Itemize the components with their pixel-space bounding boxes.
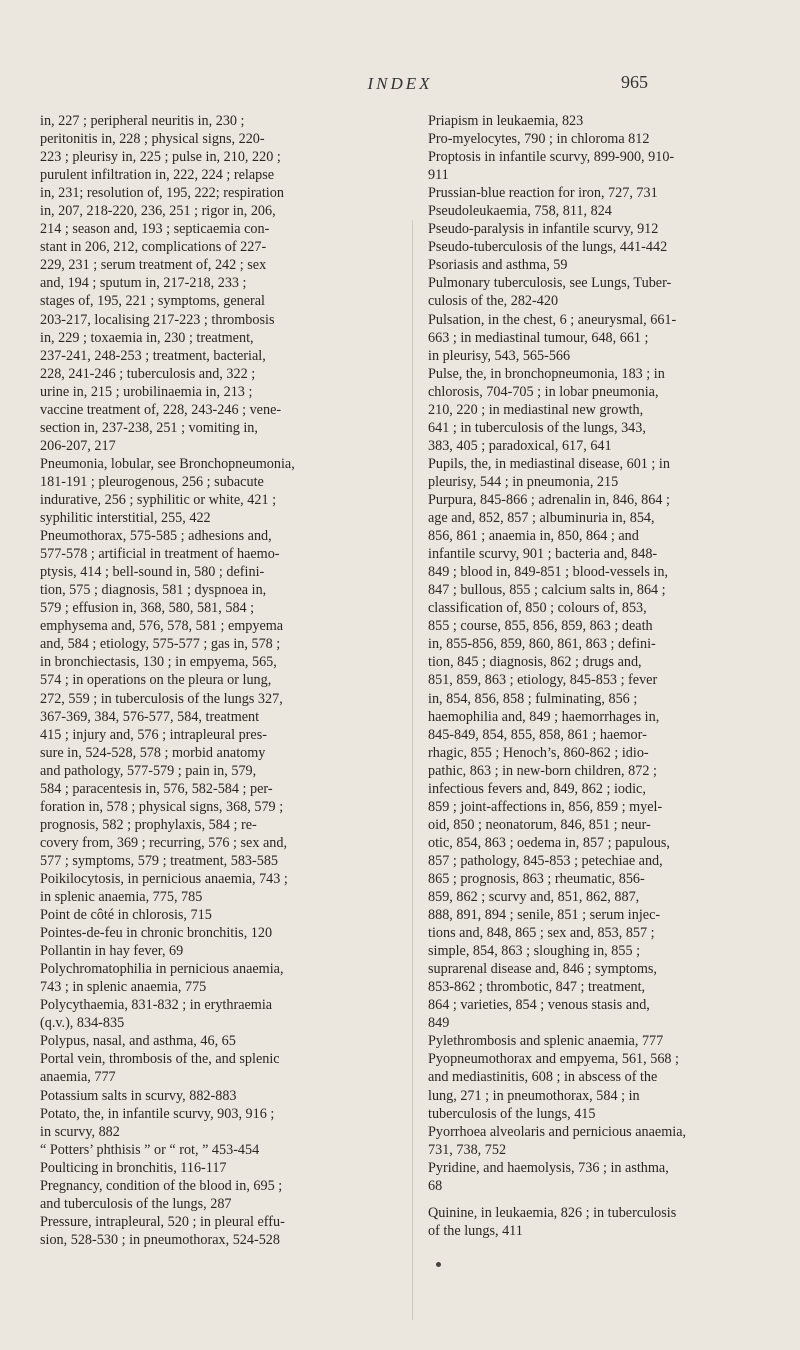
running-title: INDEX <box>367 74 433 93</box>
index-entry-line: 888, 891, 894 ; senile, 851 ; serum injec- <box>428 907 661 924</box>
index-entry-line: 731, 738, 752 <box>428 1141 507 1158</box>
index-entry <box>428 130 728 148</box>
index-entry <box>40 906 340 924</box>
index-entry-line: 859 ; joint-affections in, 856, 859 ; myel- <box>428 798 663 815</box>
index-entry-line: rhagic, 855 ; Henoch’s, 860-862 ; idio- <box>428 744 649 761</box>
index-entry-line: “ Potters’ phthisis ” or “ rot, ” 453-454 <box>40 1141 260 1158</box>
index-entry-line: infantile scurvy, 901 ; bacteria and, 848- <box>428 546 658 563</box>
index-entry-line: 237-241, 248-253 ; treatment, bacterial, <box>40 347 266 364</box>
index-entry <box>428 1050 728 1122</box>
index-entry-line: and, 584 ; etiology, 575-577 ; gas in, 578 ; <box>40 636 281 653</box>
index-entry <box>428 1123 728 1159</box>
index-entry-line: oid, 850 ; neonatorum, 846, 851 ; neur- <box>428 816 651 833</box>
index-entry-line: 229, 231 ; serum treatment of, 242 ; sex <box>40 257 267 274</box>
index-entry-line: ptysis, 414 ; bell-sound in, 580 ; defini- <box>40 564 265 581</box>
index-entry-line: tions and, 848, 865 ; sex and, 853, 857 ; <box>428 925 655 942</box>
index-entry-line: 865 ; prognosis, 863 ; rheumatic, 856- <box>428 870 645 887</box>
index-entry-line: 383, 405 ; paradoxical, 617, 641 <box>428 437 612 454</box>
index-entry-line: in splenic anaemia, 775, 785 <box>40 889 203 906</box>
index-entry-line: indurative, 256 ; syphilitic or white, 421 ; <box>40 491 277 508</box>
index-entry-line: and, 194 ; sputum in, 217-218, 233 ; <box>40 275 247 292</box>
index-entry-line: 856, 861 ; anaemia in, 850, 864 ; and <box>428 528 639 545</box>
index-entry-line: and mediastinitis, 608 ; in abscess of the <box>428 1069 658 1086</box>
index-entry <box>428 1159 728 1195</box>
index-entry-line: suprarenal disease and, 846 ; symptoms, <box>428 961 657 978</box>
index-entry-line: and pathology, 577-579 ; pain in, 579, <box>40 762 257 779</box>
index-entry <box>40 1213 340 1249</box>
index-entry-line: 849 <box>428 1015 450 1032</box>
index-entry-line: syphilitic interstitial, 255, 422 <box>40 510 211 527</box>
index-entry <box>428 256 728 274</box>
index-entry <box>428 274 728 310</box>
index-entry-line: sure in, 524-528, 578 ; morbid anatomy <box>40 744 266 761</box>
index-entry-line: Pyridine, and haemolysis, 736 ; in asthma, <box>428 1159 669 1176</box>
index-entry-line: 228, 241-246 ; tuberculosis and, 322 ; <box>40 365 256 382</box>
index-entry <box>40 942 340 960</box>
index-entry-line: 845-849, 854, 855, 858, 861 ; haemor- <box>428 726 647 743</box>
index-entry <box>428 238 728 256</box>
index-entry-line: 367-369, 384, 576-577, 584, treatment <box>40 708 260 725</box>
index-entry-line: in bronchiectasis, 130 ; in empyema, 565, <box>40 654 277 671</box>
index-entry-line: 663 ; in mediastinal tumour, 648, 661 ; <box>428 329 649 346</box>
index-entry-line: in pleurisy, 543, 565-566 <box>428 347 571 364</box>
index-entry-line: in scurvy, 882 <box>40 1123 120 1140</box>
index-entry-line: Priapism in leukaemia, 823 <box>428 113 584 129</box>
column-divider <box>412 220 413 1320</box>
index-entry-line: tion, 575 ; diagnosis, 581 ; dyspnoea in, <box>40 582 267 599</box>
index-entry-line: 181-191 ; pleurogenous, 256 ; subacute <box>40 473 264 490</box>
index-entry-line: 743 ; in splenic anaemia, 775 <box>40 979 207 996</box>
index-entry <box>40 960 340 996</box>
index-entry-line: 415 ; injury and, 576 ; intrapleural pres- <box>40 726 267 743</box>
index-entry-line: 203-217, localising 217-223 ; thrombosis <box>40 311 275 328</box>
index-entry-line: 272, 559 ; in tuberculosis of the lungs 327, <box>40 690 283 707</box>
index-entry-line: in, 854, 856, 858 ; fulminating, 856 ; <box>428 690 638 707</box>
index-entry-line: in, 231; resolution of, 195, 222; respiration <box>40 185 284 202</box>
index-entry-line: 223 ; pleurisy in, 225 ; pulse in, 210, 220 ; <box>40 149 281 166</box>
index-entry-line: 214 ; season and, 193 ; septicaemia con- <box>40 221 270 238</box>
index-entry-line: Purpura, 845-866 ; adrenalin in, 846, 864 ; <box>428 491 670 508</box>
index-entry-line: Pseudoleukaemia, 758, 811, 824 <box>428 203 612 220</box>
index-entry-line: Pulmonary tuberculosis, see Lungs, Tuber- <box>428 275 672 292</box>
index-entry-line: Pneumonia, lobular, see Bronchopneumonia, <box>40 455 295 472</box>
index-entry-line: 579 ; effusion in, 368, 580, 581, 584 ; <box>40 600 255 617</box>
index-entry-line: simple, 854, 863 ; sloughing in, 855 ; <box>428 943 641 960</box>
index-entry-line: 859, 862 ; scurvy and, 851, 862, 887, <box>428 889 640 906</box>
index-entry-line: section in, 237-238, 251 ; vomiting in, <box>40 419 258 436</box>
index-entry-line: Pressure, intrapleural, 520 ; in pleural effu- <box>40 1213 285 1230</box>
index-entry-line: 864 ; varieties, 854 ; venous stasis and, <box>428 997 650 1014</box>
index-entry-line: tuberculosis of the lungs, 415 <box>428 1105 596 1122</box>
index-entry-line: Poulticing in bronchitis, 116-117 <box>40 1159 227 1176</box>
index-entry-line: Prussian-blue reaction for iron, 727, 731 <box>428 185 658 202</box>
index-entry <box>40 1050 340 1086</box>
index-entry <box>40 1087 340 1105</box>
index-entry-line: in, 229 ; toxaemia in, 230 ; treatment, <box>40 329 254 346</box>
index-entry <box>428 202 728 220</box>
section-gap <box>428 1195 728 1204</box>
index-entry-line: 857 ; pathology, 845-853 ; petechiae and, <box>428 852 663 869</box>
index-entry-line: 68 <box>428 1177 443 1194</box>
index-entry-line: Pollantin in hay fever, 69 <box>40 943 184 960</box>
index-entry <box>40 924 340 942</box>
index-entry-line: Psoriasis and asthma, 59 <box>428 257 568 274</box>
index-entry-line: Point de côté in chlorosis, 715 <box>40 907 212 924</box>
index-entry-line: 853-862 ; thrombotic, 847 ; treatment, <box>428 979 646 996</box>
index-entry-line: 641 ; in tuberculosis of the lungs, 343, <box>428 419 646 436</box>
index-entry-line: stages of, 195, 221 ; symptoms, general <box>40 293 265 310</box>
index-entry-line: Portal vein, thrombosis of the, and splenic <box>40 1051 280 1068</box>
index-entry-line: 851, 859, 863 ; etiology, 845-853 ; fever <box>428 672 658 689</box>
index-entry-line: age and, 852, 857 ; albuminuria in, 854, <box>428 510 655 527</box>
index-entry-line: of the lungs, 411 <box>428 1222 523 1239</box>
index-entry-line: Polycythaemia, 831-832 ; in erythraemia <box>40 997 273 1014</box>
index-entry-line: Pseudo-paralysis in infantile scurvy, 912 <box>428 221 659 238</box>
index-entry-line: 584 ; paracentesis in, 576, 582-584 ; per- <box>40 780 273 797</box>
index-entry-line: vaccine treatment of, 228, 243-246 ; vene- <box>40 401 282 418</box>
index-entry-line: tion, 845 ; diagnosis, 862 ; drugs and, <box>428 654 642 671</box>
index-entry-line: Pregnancy, condition of the blood in, 695 ; <box>40 1177 283 1194</box>
index-entry-line: emphysema and, 576, 578, 581 ; empyema <box>40 618 284 635</box>
index-entry <box>40 870 340 906</box>
index-entry <box>40 112 340 455</box>
index-entry-line: otic, 854, 863 ; oedema in, 857 ; papulous, <box>428 834 670 851</box>
index-entry-line: sion, 528-530 ; in pneumothorax, 524-528 <box>40 1231 280 1248</box>
index-entry-line: Potato, the, in infantile scurvy, 903, 916 ; <box>40 1105 275 1122</box>
index-entry <box>428 311 728 365</box>
index-entry-line: 847 ; bullous, 855 ; calcium salts in, 864 ; <box>428 582 666 599</box>
index-entry-line: Pupils, the, in mediastinal disease, 601 ; in <box>428 455 670 472</box>
index-entry-line: lung, 271 ; in pneumothorax, 584 ; in <box>428 1087 640 1104</box>
index-entry-line: Pointes-de-feu in chronic bronchitis, 120 <box>40 925 273 942</box>
index-entry-line: pleurisy, 544 ; in pneumonia, 215 <box>428 473 619 490</box>
left-index-column <box>40 112 340 1249</box>
print-dot <box>436 1262 441 1267</box>
index-entry <box>40 1032 340 1050</box>
index-entry-line: Pro-myelocytes, 790 ; in chloroma 812 <box>428 131 650 148</box>
index-entry-line: Pulse, the, in bronchopneumonia, 183 ; in <box>428 365 665 382</box>
index-entry <box>40 1159 340 1177</box>
index-entry <box>428 1032 728 1050</box>
index-entry <box>428 455 728 491</box>
index-entry <box>40 996 340 1032</box>
index-entry-line: 206-207, 217 <box>40 437 116 454</box>
index-entry <box>428 184 728 202</box>
index-entry <box>40 455 340 527</box>
index-entry <box>428 148 728 184</box>
index-entry <box>428 1204 728 1240</box>
page-header <box>0 70 800 106</box>
index-entry-line: haemophilia and, 849 ; haemorrhages in, <box>428 708 660 725</box>
index-entry-line: purulent infiltration in, 222, 224 ; relapse <box>40 167 275 184</box>
index-entry <box>428 365 728 455</box>
index-entry-line: Pneumothorax, 575-585 ; adhesions and, <box>40 528 272 545</box>
index-entry-line: Potassium salts in scurvy, 882-883 <box>40 1087 237 1104</box>
index-entry <box>428 112 728 130</box>
index-entry-line: urine in, 215 ; urobilinaemia in, 213 ; <box>40 383 253 400</box>
index-entry-line: Pyopneumothorax and empyema, 561, 568 ; <box>428 1051 679 1068</box>
index-entry-line: 849 ; blood in, 849-851 ; blood-vessels in, <box>428 564 668 581</box>
index-entry-line: Pulsation, in the chest, 6 ; aneurysmal, 661- <box>428 311 677 328</box>
index-entry-line: and tuberculosis of the lungs, 287 <box>40 1195 232 1212</box>
index-entry-line: Pylethrombosis and splenic anaemia, 777 <box>428 1033 664 1050</box>
index-entry <box>40 1141 340 1159</box>
index-entry-line: chlorosis, 704-705 ; in lobar pneumonia, <box>428 383 659 400</box>
index-entry-line: Polypus, nasal, and asthma, 46, 65 <box>40 1033 236 1050</box>
index-entry-line: Poikilocytosis, in pernicious anaemia, 743 ; <box>40 870 288 887</box>
index-entry-line: Quinine, in leukaemia, 826 ; in tuberculosis <box>428 1204 677 1221</box>
index-entry-line: 210, 220 ; in mediastinal new growth, <box>428 401 644 418</box>
index-entry-line: Proptosis in infantile scurvy, 899-900, 910- <box>428 149 675 166</box>
page-number: 965 <box>621 72 648 92</box>
index-entry <box>428 491 728 1032</box>
index-entry-line: covery from, 369 ; recurring, 576 ; sex and, <box>40 834 288 851</box>
index-entry-line: infectious fevers and, 849, 862 ; iodic, <box>428 780 646 797</box>
index-entry-line: in, 227 ; peripheral neuritis in, 230 ; <box>40 113 245 129</box>
index-entry-line: Polychromatophilia in pernicious anaemia, <box>40 961 284 978</box>
index-entry-line: 577 ; symptoms, 579 ; treatment, 583-585 <box>40 852 279 869</box>
index-entry-line: in, 207, 218-220, 236, 251 ; rigor in, 206, <box>40 203 276 220</box>
index-entry-line: 911 <box>428 167 449 184</box>
index-entry <box>40 1177 340 1213</box>
index-entry-line: anaemia, 777 <box>40 1069 116 1086</box>
index-entry <box>40 1105 340 1141</box>
index-entry-line: in, 855-856, 859, 860, 861, 863 ; defini- <box>428 636 656 653</box>
index-entry <box>428 220 728 238</box>
index-entry-line: 577-578 ; artificial in treatment of haemo- <box>40 546 280 563</box>
index-entry-line: foration in, 578 ; physical signs, 368, 579 ; <box>40 798 284 815</box>
index-entry-line: 574 ; in operations on the pleura or lung, <box>40 672 272 689</box>
index-entry-line: (q.v.), 834-835 <box>40 1015 125 1032</box>
index-entry-line: classification of, 850 ; colours of, 853, <box>428 600 647 617</box>
right-index-column <box>428 112 728 1240</box>
index-entry-line: stant in 206, 212, complications of 227- <box>40 239 267 256</box>
index-entry-line: culosis of the, 282-420 <box>428 293 559 310</box>
index-entry-line: 855 ; course, 855, 856, 859, 863 ; death <box>428 618 653 635</box>
index-entry-line: Pseudo-tuberculosis of the lungs, 441-442 <box>428 239 668 256</box>
index-entry-line: pathic, 863 ; in new-born children, 872 ; <box>428 762 657 779</box>
index-entry-line: peritonitis in, 228 ; physical signs, 220- <box>40 131 265 148</box>
index-entry-line: Pyorrhoea alveolaris and pernicious anaemia, <box>428 1123 687 1140</box>
index-entry <box>40 527 340 870</box>
index-entry-line: prognosis, 582 ; prophylaxis, 584 ; re- <box>40 816 257 833</box>
